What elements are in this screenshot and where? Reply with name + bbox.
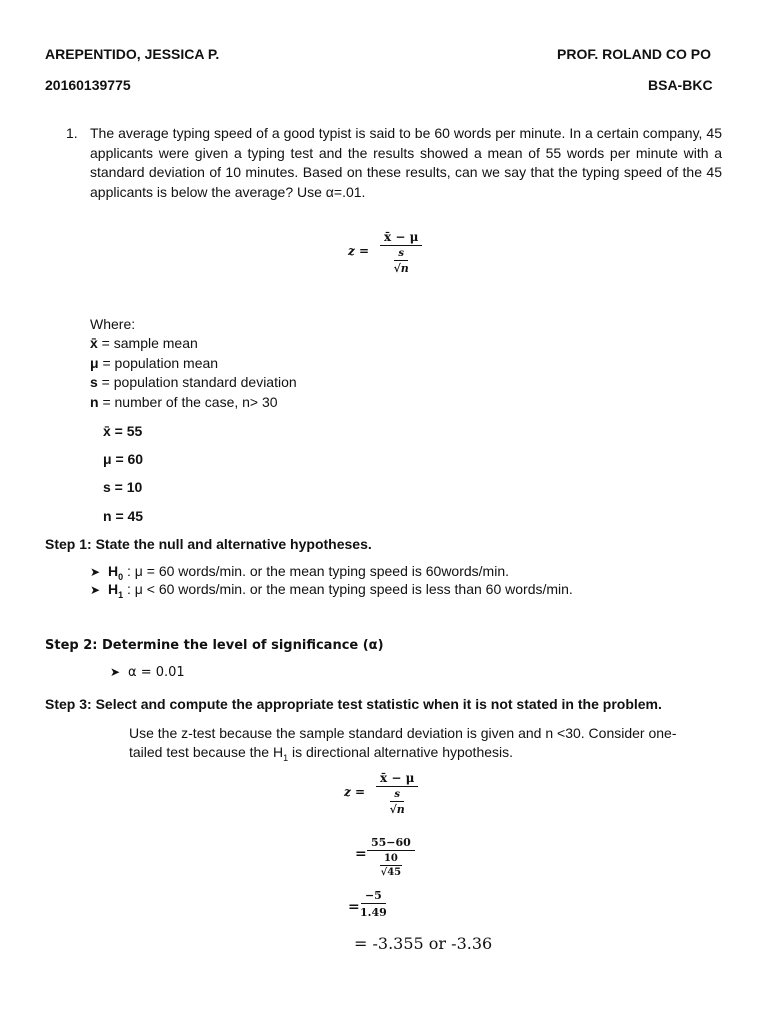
explanation-subscript: 1 [283,752,289,763]
h1-label: H [108,581,119,597]
h1-subscript: 1 [118,589,124,600]
where-item [90,354,297,373]
where-block [90,315,297,412]
where-symbol: s [90,374,98,391]
professor-name: PROF. ROLAND CO PO [557,46,712,62]
calc-result: = -3.355 or -3.36 [354,934,493,953]
calc-line2-fraction [367,836,415,878]
calc-line3-fraction [360,889,387,919]
step3-title: Step 3: Select and compute the appropriate test statistic when it is not stated in the problem. [45,696,662,712]
where-symbol: x̄ [90,335,98,352]
calc-line2-sub-denominator: √45 [380,867,402,878]
where-symbol: μ [90,354,99,371]
step2-title: Step 2: Determine the level of significance (α) [45,638,384,653]
formula-z-label: z = [348,244,370,258]
problem-statement [66,124,722,202]
calc-line2-numerator: 55−60 [367,836,415,851]
where-desc: = sample mean [97,335,198,352]
value-population-mean: μ = 60 [103,451,144,467]
where-symbol: n [90,393,99,410]
step2-item [110,665,185,680]
calc-numerator: x̄ − μ [376,771,418,787]
calc-denominator [390,789,405,816]
value-n: n = 45 [103,508,144,524]
arrow-bullet-icon: ➤ [90,565,101,579]
problem-number: 1. [66,125,78,141]
problem-text: The average typing speed of a good typist is said to be 60 words per minute. In a certain company, 45 applicants were given a typing test and the results showed a mean of 55 words per minute with a standard deviation of 10 minutes. Based on these results, can we say that the typing speed of the 45 applicants is below the average? Use α=.01. [90,125,722,200]
step1-h1 [90,581,573,600]
step3-explanation-line1: Use the z-test because the sample standard deviation is given and n <30. Consider one- [129,725,677,741]
calc-line3-numerator: −5 [361,889,386,904]
alpha-value: α = 0.01 [128,665,185,680]
h0-subscript: 0 [118,571,124,582]
formula-numerator: x̄ − μ [380,230,422,246]
calc-line2-denominator [380,853,402,878]
step1-title: Step 1: State the null and alternative hypotheses. [45,536,372,552]
calc-sub-numerator: s [390,789,404,802]
h0-label: H [108,563,119,579]
step3-explanation-line2 [129,744,513,763]
calc-formula-fraction [376,771,418,816]
h1-text: : μ < 60 words/min. or the mean typing speed is less than 60 words/min. [123,581,573,597]
calc-line2-equals: = [355,846,367,862]
arrow-bullet-icon: ➤ [110,665,121,679]
calc-line3-equals: = [348,899,360,915]
calc-line2-sub-numerator: 10 [380,853,402,866]
value-sample-mean: x̄ = 55 [103,423,143,439]
formula-sub-numerator: s [394,248,408,261]
where-desc: = population mean [98,354,219,371]
step1-h0 [90,563,509,582]
explanation-text: tailed test because the H [129,744,284,760]
h0-text: : μ = 60 words/min. or the mean typing speed is 60words/min. [123,563,510,579]
calc-line3-denominator: 1.49 [360,906,387,919]
explanation-text: is directional alternative hypothesis. [288,744,514,760]
calc-z-label: z = [344,785,366,799]
where-desc: = number of the case, n> 30 [98,393,278,410]
where-desc: = population standard deviation [97,374,297,391]
student-name: AREPENTIDO, JESSICA P. [45,46,220,62]
formula-fraction [380,230,422,275]
value-std-dev: s = 10 [103,479,143,495]
student-id: 20160139775 [45,77,131,93]
course-code: BSA-BKC [648,77,713,93]
arrow-bullet-icon: ➤ [90,583,101,597]
calc-sub-denominator: √n [389,803,405,816]
where-title: Where: [90,316,136,332]
formula-denominator [394,248,409,275]
where-item [90,334,297,353]
formula-sub-denominator: √n [393,262,409,275]
where-item [90,373,297,392]
where-item [90,393,297,412]
